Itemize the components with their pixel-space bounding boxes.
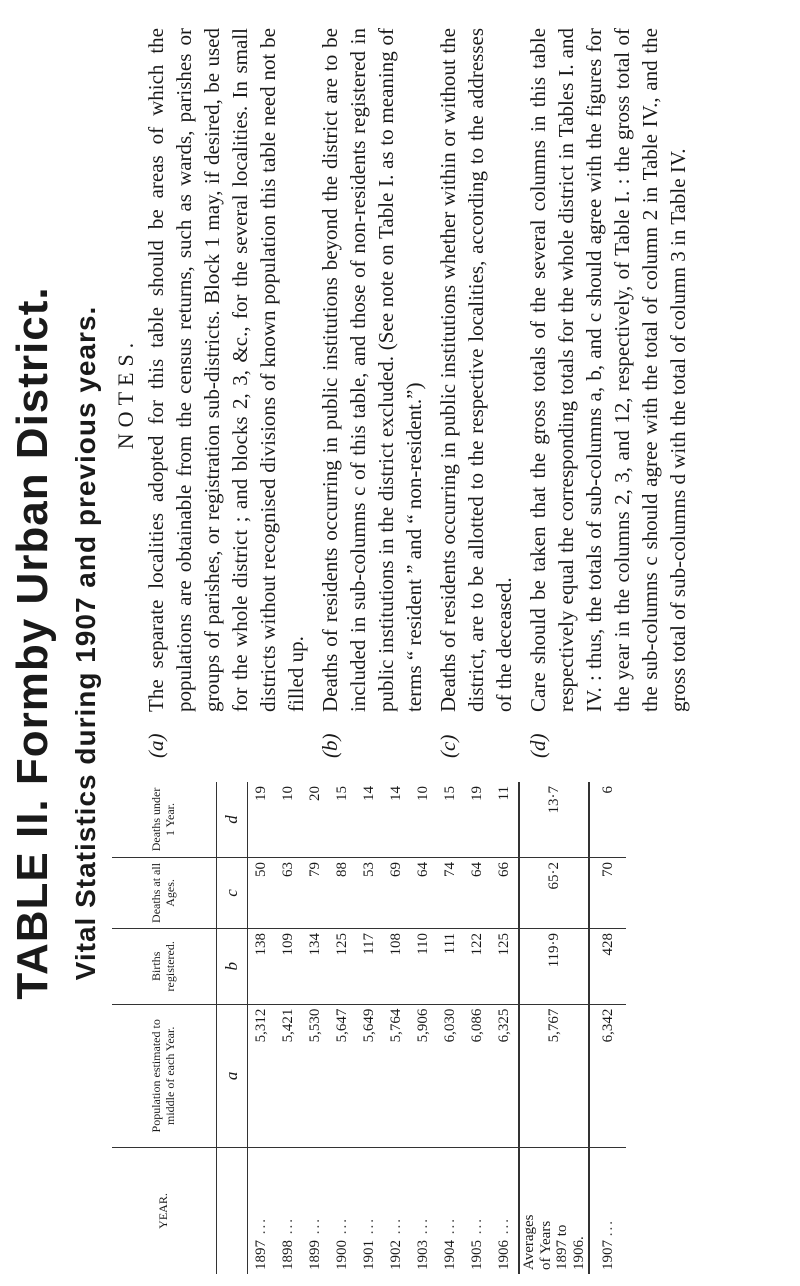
notes-list <box>142 28 692 758</box>
table-row <box>275 782 302 1274</box>
header-population: Population estimated to middle of each Year. <box>112 1004 217 1147</box>
header-deaths-under-1: Deaths under 1 Year. <box>112 782 217 857</box>
averages-deaths-under-1: 13·7 <box>519 782 589 857</box>
year-cell: 1903 ... <box>415 1217 431 1270</box>
note-item <box>434 28 518 758</box>
current-deaths-under-1: 6 <box>589 782 626 857</box>
current-year: 1907 ... <box>599 1219 616 1270</box>
births-cell: 125 <box>329 928 356 1004</box>
year-cell: 1904 ... <box>442 1217 458 1270</box>
header-births: Births registered. <box>112 928 217 1004</box>
year-cell: 1901 ... <box>361 1217 377 1270</box>
note-text: Deaths of residents occurring in public institutions beyond the district are to be included in sub-columns c of this table, and those of non-residents registered in public institutions in the district excluded. (See note on Table I. as to meaning of terms “ resident ” and “ non-resident.”) <box>318 28 426 712</box>
notes-section <box>112 28 698 758</box>
population-cell: 5,530 <box>302 1004 329 1147</box>
births-cell: 134 <box>302 928 329 1004</box>
note-text: The separate localities adopted for this table should be areas of which the populations are obtainable from the census returns, such as wards, parishes or groups of parishes, or registration sub-districts. Block 1 may, if desired, be used for the whole district ; and blocks 2, 3, &c., for the several localities. In small districts without recognised divisions of known population this table need not be filled up. <box>144 28 308 712</box>
current-deaths-all: 70 <box>589 857 626 928</box>
births-cell: 138 <box>248 928 276 1004</box>
table-row <box>302 782 329 1274</box>
table-row <box>329 782 356 1274</box>
table-row <box>464 782 491 1274</box>
deaths-all-cell: 66 <box>491 857 519 928</box>
population-cell: 5,421 <box>275 1004 302 1147</box>
deaths-under-1-cell: 15 <box>437 782 464 857</box>
births-cell: 122 <box>464 928 491 1004</box>
vital-statistics-table <box>112 782 626 1274</box>
births-cell: 110 <box>410 928 437 1004</box>
note-text: Care should be taken that the gross totals of the several columns in this table respectively equal the corresponding totals for the whole district in Tables I. and IV. : thus, the totals of sub-columns a, b, and c should agree with the figures for the year in the columns 2, 3, and 12, respectively, of Table I. : the gross total of the sub-columns c should agree with the total of column 2 in Table IV., and the gross total of sub-columns d with the total of column 3 in Table IV. <box>526 28 690 712</box>
column-letter-d: d <box>217 782 248 857</box>
deaths-under-1-cell: 19 <box>464 782 491 857</box>
averages-label: Averages of Years 1897 to 1906. <box>519 1148 589 1275</box>
deaths-all-cell: 69 <box>383 857 410 928</box>
table-row <box>356 782 383 1274</box>
note-text: Deaths of residents occurring in public institutions whether within or without the district, are to be allotted to the respective localities, according to the addresses of the deceased. <box>436 28 516 712</box>
notes-heading: NOTES. <box>113 336 138 450</box>
note-label: (c) <box>436 734 460 758</box>
year-cell: 1900 ... <box>334 1217 350 1270</box>
year-cell: 1898 ... <box>280 1217 296 1270</box>
population-cell: 6,325 <box>491 1004 519 1147</box>
current-births: 428 <box>589 928 626 1004</box>
column-letter-b: b <box>217 928 248 1004</box>
note-item <box>316 28 428 758</box>
table-row <box>410 782 437 1274</box>
year-cell: 1897 ... <box>253 1217 269 1270</box>
population-cell: 6,030 <box>437 1004 464 1147</box>
note-label: (b) <box>318 733 342 758</box>
births-cell: 117 <box>356 928 383 1004</box>
births-cell: 125 <box>491 928 519 1004</box>
deaths-all-cell: 79 <box>302 857 329 928</box>
population-cell: 6,086 <box>464 1004 491 1147</box>
table-title: TABLE II. Formby Urban District. <box>8 286 57 1000</box>
deaths-under-1-cell: 10 <box>410 782 437 857</box>
header-deaths-all-ages: Deaths at all Ages. <box>112 857 217 928</box>
averages-population: 5,767 <box>519 1004 589 1147</box>
table-row <box>383 782 410 1274</box>
table-row <box>437 782 464 1274</box>
population-cell: 5,764 <box>383 1004 410 1147</box>
table-subtitle: Vital Statistics during 1907 and previous years. <box>70 305 101 981</box>
averages-deaths-all: 65·2 <box>519 857 589 928</box>
current-year-row <box>589 782 626 1274</box>
deaths-under-1-cell: 20 <box>302 782 329 857</box>
deaths-all-cell: 53 <box>356 857 383 928</box>
births-cell: 109 <box>275 928 302 1004</box>
averages-row <box>519 782 589 1274</box>
note-item <box>142 28 310 758</box>
deaths-under-1-cell: 14 <box>383 782 410 857</box>
births-cell: 111 <box>437 928 464 1004</box>
column-letter-c: c <box>217 857 248 928</box>
population-cell: 5,649 <box>356 1004 383 1147</box>
births-cell: 108 <box>383 928 410 1004</box>
column-letter-blank <box>217 1148 248 1275</box>
current-population: 6,342 <box>589 1004 626 1147</box>
deaths-under-1-cell: 14 <box>356 782 383 857</box>
header-year: YEAR. <box>112 1148 217 1275</box>
deaths-all-cell: 64 <box>464 857 491 928</box>
population-cell: 5,312 <box>248 1004 276 1147</box>
year-cell: 1905 ... <box>469 1217 485 1270</box>
population-cell: 5,647 <box>329 1004 356 1147</box>
note-label: (a) <box>144 733 168 758</box>
deaths-under-1-cell: 19 <box>248 782 276 857</box>
column-letter-a: a <box>217 1004 248 1147</box>
note-item <box>524 28 692 758</box>
year-cell: 1902 ... <box>388 1217 404 1270</box>
deaths-under-1-cell: 10 <box>275 782 302 857</box>
deaths-under-1-cell: 11 <box>491 782 519 857</box>
deaths-under-1-cell: 15 <box>329 782 356 857</box>
population-cell: 5,906 <box>410 1004 437 1147</box>
deaths-all-cell: 64 <box>410 857 437 928</box>
year-cell: 1906 ... <box>496 1217 512 1270</box>
table-row <box>248 782 276 1274</box>
averages-births: 119·9 <box>519 928 589 1004</box>
year-cell: 1899 ... <box>307 1217 323 1270</box>
deaths-all-cell: 74 <box>437 857 464 928</box>
deaths-all-cell: 63 <box>275 857 302 928</box>
deaths-all-cell: 88 <box>329 857 356 928</box>
table-row <box>491 782 519 1274</box>
note-label: (d) <box>526 733 550 758</box>
deaths-all-cell: 50 <box>248 857 276 928</box>
